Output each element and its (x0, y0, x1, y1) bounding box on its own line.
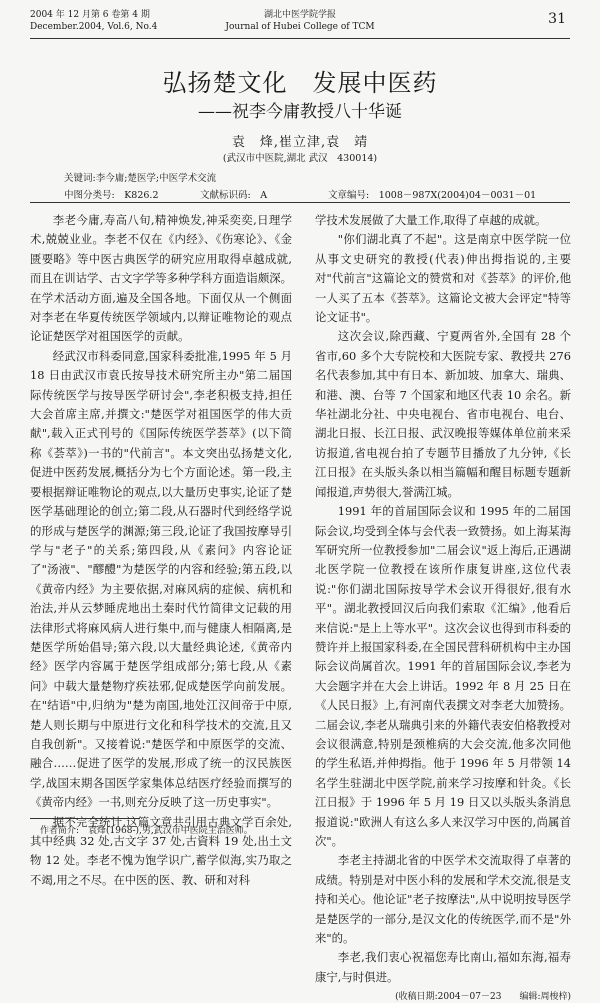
article-title: 弘扬楚文化 发展中医药 (162, 69, 438, 97)
body-column-left (30, 211, 292, 890)
paragraph: 经武汉市科委同意,国家科委批准,1995 年 5 月 18 日由武汉市袁氏按导技术研究所主办"第二届国际传统医学与按导医学研讨会",李老积极支持,担任大会首席主席,并撰文:"楚医学对祖国医学的伟大贡献",载入正式刊号的《国际传统医学荟萃》(以下简称《荟萃》)一书的"代前言"。本文突出弘扬楚文化,促进中医药发展,概括分为七个方面论述。第一段,主要根据辩证唯物论的观点,以大量历史事实,论证了楚医学基础理论的创立;第二段,从石器时代到经络学说的形成与楚医学的渊源;第三段,论证了我国按摩导引学与"老子"的关系;第四段,从《素问》内容论证了"汤液"、"醪醴"为楚医学的内容和经验;第五段,以《黄帝内经》为主要依据,对麻风病的症候、病机和治法,并从云梦睡虎地出土秦时代竹简律文记载的用法律形式将麻风病人进行集中,而与健康人相隔离,是楚医学所始倡导;第六段,以大量经典论述,《黄帝内经》医学内容属于楚医学组成部分;第七段,从《素问》中载大量楚物疗疾祛邪,促成楚医学向前发展。在"结语"中,归纳为"楚为南国,地处江汉间帝于中原,楚人则长期与中原进行文化和科学技术的交流,且又自我创新"。又接着说:"楚医学和中原医学的交流、融合……促进了医学的发展,形成了统一的汉民族医学,战国末期各国医学家集体总结医疗经验而撰写的《黄帝内经》一书,则充分反映了这一历史事实"。 (30, 348, 292, 810)
paragraph: 据不完全统计,这篇文章共引用古典文学百余处,其中经典 32 处,古文字 37 处,古資料 19 处,出土文物 12 处。李老不愧为饱学识广,蓄学似海,实乃取之不竭,用之不尽。在中医的医、教、研和对科 (30, 814, 292, 887)
paragraph: 1991 年的首届国际会议和 1995 年的二届国际会议,均受到全体与会代表一致赞扬。如上海某海军研究所一位教授参加"二届会议"返上海后,正遇湖北医学院一位教授在该所作康复讲座,这位代表说:"你们湖北国际按导学术会议开得很好,很有水平"。湖北教授回汉后向我们索取《汇编》,他看后来信说:"是上上等水平"。这次会议也得到市科委的赞许并上报国家科委,在全国民营科研机构中主办国际会议尚属首次。1991 年的首届国际会议,李老为大会题字并在大会上讲话。1992 年 8 月 25 日在《人民日报》上,有河南代表撰文对李老大加赞扬。二届会议,李老从瑞典引来的外籍代表安伯格教授对会议很满意,特别是颈椎病的大会交流,他多次同他的学生私语,并伸拇指。他于 1996 年 5 月带领 14 名学生驻湖北中医学院,前来学习按摩和针灸。《长江日报》于 1996 年 5 月 19 日又以头版头条消息报道说:"欧洲人有这么多人来汉学习中医的,尚属首次"。 (315, 504, 571, 848)
body-column-right (315, 211, 571, 1003)
clc-number: 中图分类号: K826.2 (64, 190, 159, 201)
journal-name-cn: 湖北中医学院学报 (263, 10, 336, 20)
journal-name-en: Journal of Hubei College of TCM (225, 22, 375, 32)
page-number: 31 (548, 11, 566, 27)
author-affiliation: (武汉市中医院,湖北 武汉 430014) (222, 153, 378, 164)
issue-info-cn: 2004 年 12 月第 6 卷第 4 期 (30, 10, 150, 20)
author-bio-footnote: 作者简介: 袁烽(1968-),男,武汉市中医院主治医师。 (40, 826, 253, 836)
document-code: 文献标识码: A (200, 190, 268, 201)
paragraph: 李老主持湖北省的中医学术交流取得了卓著的成绩。特别是对中医小科的发展和学术交流,很是支持和关心。他论证"老子按摩法",从中说明按导医学是楚医学的一部分,是汉文化的传统医学,而不是"外来"的。 (315, 853, 571, 946)
paragraph: 李老今庸,寿高八旬,精神焕发,神采奕奕,日理学术,兢兢业业。李老不仅在《内经》、《伤寒论》、《金匮要略》等中医古典医学的研究应用取得卓越成就,而且在训诂学、古文字学等多种学科方面造诣颇深。在学术活动方面,遍及全国各地。下面仅从一个侧面对李老在华夏传统医学领域内,以辩证唯物论的观点论证楚医学对祖国医学的贡献。 (30, 213, 292, 344)
paragraph: 学技术发展做了大量工作,取得了卓越的成就。 (315, 213, 547, 227)
received-note (315, 991, 571, 1003)
footnote-rule (30, 818, 140, 819)
author-list: 袁 烽,崔立津,袁 靖 (231, 135, 369, 150)
received-date: (收稿日期:2004－07－23 (395, 992, 502, 1003)
keywords: 关键词:李今庸;楚医学;中医学术交流 (64, 173, 217, 184)
paragraph: "你们湖北真了不起"。这是南京中医学院一位从事文史研究的教授(代表)伸出拇指说的,主要对"代前言"这篇论文的赞赏和对《荟萃》的评价,他一人买了五本《荟萃》。这篇论文被大会评定"特等论文证书"。 (315, 232, 571, 325)
article-subtitle: ——祝李今庸教授八十华诞 (198, 102, 402, 122)
article-number: 文章编号: 1008－987X(2004)04－0031－01 (328, 190, 537, 201)
header-rule (30, 38, 570, 39)
paragraph: 李老,我们衷心祝福您寿比南山,福如东海,福寿康宁,与时俱进。 (315, 950, 571, 984)
issue-info-en: December.2004, Vol.6, No.4 (30, 22, 158, 32)
editor-name: 编辑:周梭梓) (519, 992, 571, 1003)
paragraph: 这次会议,除西藏、宁夏两省外,全国有 28 个省市,60 多个大专院校和大医院专家、教授共 276 名代表参加,其中有日本、新加坡、加拿大、瑞典、和港、澳、台等 7 个国家和地区代表 10 余名。新华社湖北分社、中央电视台、省市电视台、电台、湖北日报、长江日报、武汉晚报等媒体单位前来采访报道,省电视台拍了专题节目播放了九分钟,《长江日报》在头版头条以相当篇幅和醒目标题专题新闻报道,声势很大,誉满江城。 (315, 329, 571, 499)
running-header-journal (0, 9, 600, 33)
abstract-rule (30, 202, 570, 203)
